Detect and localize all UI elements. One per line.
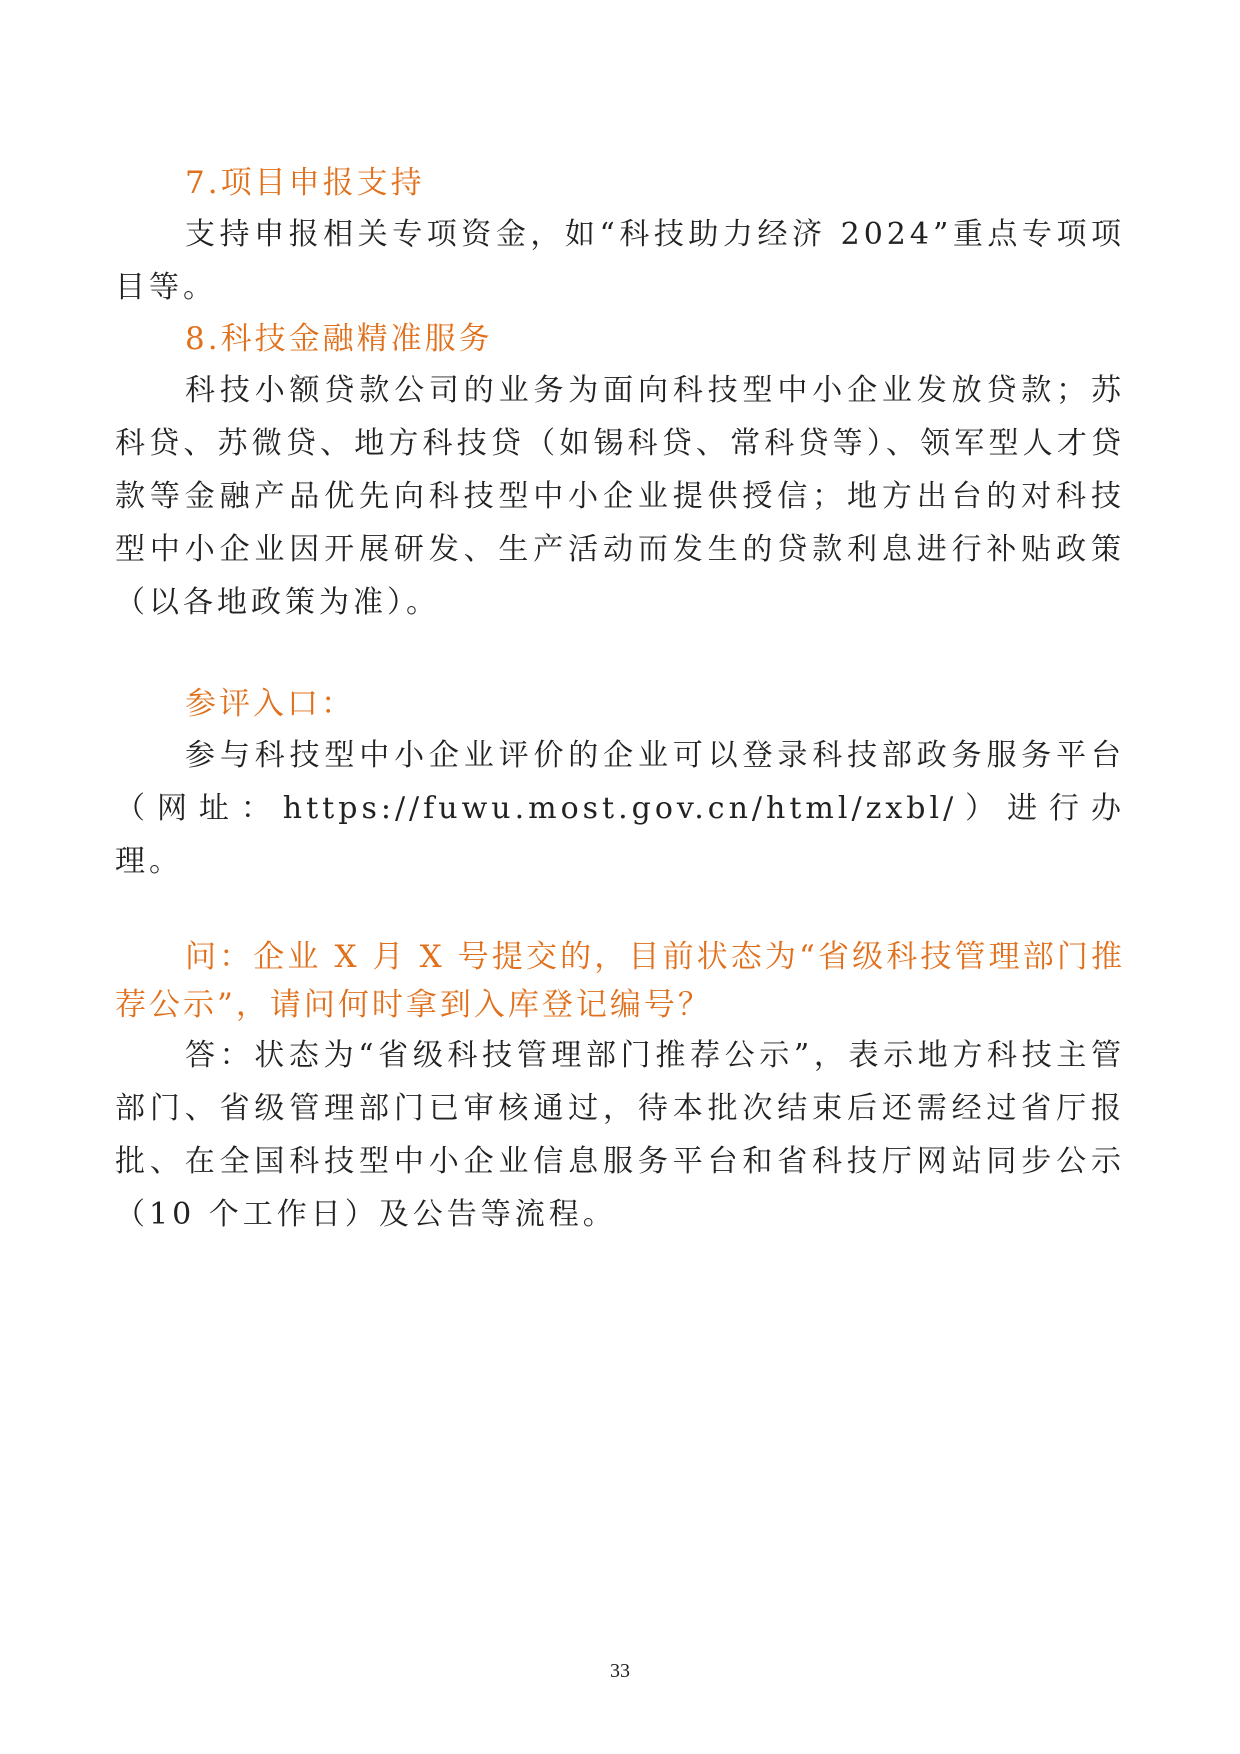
qa-question: 问：企业 X 月 X 号提交的，目前状态为“省级科技管理部门推荐公示”，请问何时拿到入库登记编号？ [115,939,1125,1023]
section-heading-finance-service: 8.科技金融精准服务 [185,321,493,357]
spacer [115,629,1125,679]
entry-body: 参与科技型中小企业评价的企业可以登录科技部政务服务平台（网址：https://fuwu.most.gov.cn/html/zxbl/）进行办理。 [115,738,1125,879]
qa-answer: 答：状态为“省级科技管理部门推荐公示”，表示地方科技主管部门、省级管理部门已审核通过，待本批次结束后还需经过省厅报批、在全国科技型中小企业信息服务平台和省科技厅网站同步公示（10 个工作日）及公告等流程。 [115,1038,1125,1232]
section-body-project-support: 支持申报相关专项资金，如“科技助力经济 2024”重点专项项目等。 [115,217,1125,305]
entry-heading: 参评入口： [185,686,355,722]
section-heading-project-support: 7.项目申报支持 [185,165,425,201]
spacer [115,888,1125,933]
document-content [115,158,1125,1241]
section-body-finance-service: 科技小额贷款公司的业务为面向科技型中小企业发放贷款；苏科贷、苏微贷、地方科技贷（如锡科贷、常科贷等）、领军型人才贷款等金融产品优先向科技型中小企业提供授信；地方出台的对科技型中小企业因开展研发、生产活动而发生的贷款利息进行补贴政策（以各地政策为准）。 [115,373,1125,620]
page-number: 33 [610,1660,630,1682]
